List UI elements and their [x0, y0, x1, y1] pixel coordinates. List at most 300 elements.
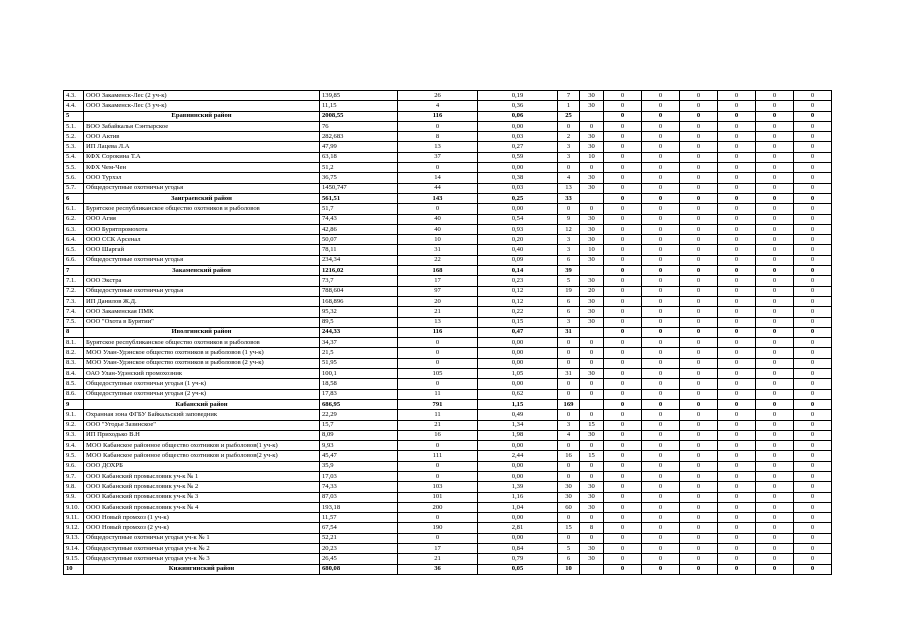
zero-value: 0	[604, 152, 642, 162]
zero-value: 0	[756, 441, 794, 451]
zero-value: 0	[756, 214, 794, 224]
area-value: 45,47	[320, 451, 398, 461]
zero-value: 0	[756, 544, 794, 554]
area-value: 22,29	[320, 410, 398, 420]
area-value: 35,9	[320, 461, 398, 471]
zero-value: 0	[756, 163, 794, 173]
zero-value: 0	[756, 296, 794, 306]
zero-value: 0	[642, 327, 680, 337]
zero-value: 0	[680, 255, 718, 265]
table-row	[64, 338, 832, 348]
zero-value: 0	[680, 235, 718, 245]
zero-value: 0	[680, 266, 718, 276]
quota-value: 2	[558, 132, 580, 142]
table-row	[64, 152, 832, 162]
zero-value: 0	[604, 327, 642, 337]
area-value: 9,93	[320, 441, 398, 451]
count-value: 26	[398, 91, 478, 101]
zero-value: 0	[604, 286, 642, 296]
percent-value: 0	[580, 389, 604, 399]
zero-value: 0	[642, 132, 680, 142]
percent-value	[580, 327, 604, 337]
area-value: 74,43	[320, 214, 398, 224]
zero-value: 0	[794, 101, 832, 111]
area-value: 74,33	[320, 482, 398, 492]
row-number: 9.14.	[64, 544, 84, 554]
count-value: 0	[398, 338, 478, 348]
organization-name: Общедоступные охотничьи угодья (2 уч-к)	[84, 389, 320, 399]
zero-value: 0	[680, 296, 718, 306]
zero-value: 0	[718, 307, 756, 317]
count-value: 17	[398, 544, 478, 554]
zero-value: 0	[718, 91, 756, 101]
zero-value: 0	[642, 266, 680, 276]
zero-value: 0	[604, 533, 642, 543]
count-value: 0	[398, 461, 478, 471]
zero-value: 0	[756, 235, 794, 245]
density-value: 1,04	[478, 502, 558, 512]
row-number: 7.2.	[64, 286, 84, 296]
count-value: 0	[398, 204, 478, 214]
table-row	[64, 410, 832, 420]
count-value: 0	[398, 471, 478, 481]
zero-value: 0	[718, 399, 756, 409]
percent-value: 30	[580, 235, 604, 245]
zero-value: 0	[604, 544, 642, 554]
zero-value: 0	[680, 482, 718, 492]
quota-value: 30	[558, 492, 580, 502]
zero-value: 0	[642, 369, 680, 379]
zero-value: 0	[680, 142, 718, 152]
quota-value: 0	[558, 163, 580, 173]
organization-name: МОО Улан-Удэнское общество охотников и рыболовов (2 уч-к)	[84, 358, 320, 368]
row-number: 9.6.	[64, 461, 84, 471]
district-row	[64, 111, 832, 121]
percent-value: 30	[580, 502, 604, 512]
area-value: 73,7	[320, 276, 398, 286]
zero-value: 0	[718, 533, 756, 543]
area-value: 282,683	[320, 132, 398, 142]
table-row	[64, 296, 832, 306]
zero-value: 0	[794, 266, 832, 276]
zero-value: 0	[794, 348, 832, 358]
row-number: 7	[64, 266, 84, 276]
zero-value: 0	[680, 317, 718, 327]
density-value: 0,00	[478, 348, 558, 358]
organization-name: ООО Кабанский промысловик уч-к № 4	[84, 502, 320, 512]
quota-value: 0	[558, 358, 580, 368]
area-value: 42,86	[320, 224, 398, 234]
area-value: 1450,747	[320, 183, 398, 193]
percent-value: 30	[580, 369, 604, 379]
zero-value: 0	[756, 245, 794, 255]
quota-value: 0	[558, 204, 580, 214]
quota-value: 9	[558, 214, 580, 224]
zero-value: 0	[718, 173, 756, 183]
count-value: 21	[398, 420, 478, 430]
density-value: 0,00	[478, 163, 558, 173]
area-value: 78,11	[320, 245, 398, 255]
zero-value: 0	[756, 369, 794, 379]
zero-value: 0	[756, 193, 794, 203]
zero-value: 0	[756, 173, 794, 183]
quota-value: 5	[558, 276, 580, 286]
zero-value: 0	[756, 389, 794, 399]
zero-value: 0	[680, 276, 718, 286]
zero-value: 0	[604, 163, 642, 173]
organization-name: ООО "Угодье Зазинское"	[84, 420, 320, 430]
row-number: 6.3.	[64, 224, 84, 234]
organization-name: Общедоступные охотничьи угодья уч-к № 2	[84, 544, 320, 554]
count-value: 0	[398, 358, 478, 368]
zero-value: 0	[680, 121, 718, 131]
table-row	[64, 183, 832, 193]
percent-value: 30	[580, 224, 604, 234]
zero-value: 0	[642, 379, 680, 389]
percent-value	[580, 399, 604, 409]
zero-value: 0	[718, 523, 756, 533]
count-value: 168	[398, 266, 478, 276]
organization-name: Кижингинский район	[84, 564, 320, 574]
zero-value: 0	[642, 245, 680, 255]
area-value: 67,54	[320, 523, 398, 533]
count-value: 16	[398, 430, 478, 440]
density-value: 0,23	[478, 276, 558, 286]
percent-value: 0	[580, 461, 604, 471]
table-row	[64, 91, 832, 101]
zero-value: 0	[718, 348, 756, 358]
zero-value: 0	[756, 420, 794, 430]
row-number: 8	[64, 327, 84, 337]
row-number: 6.2.	[64, 214, 84, 224]
area-value: 95,32	[320, 307, 398, 317]
zero-value: 0	[680, 389, 718, 399]
area-value: 51,95	[320, 358, 398, 368]
area-value: 18,58	[320, 379, 398, 389]
zero-value: 0	[680, 513, 718, 523]
density-value: 0,59	[478, 152, 558, 162]
count-value: 791	[398, 399, 478, 409]
zero-value: 0	[794, 430, 832, 440]
zero-value: 0	[642, 420, 680, 430]
organization-name: ИП Приходько В.Н	[84, 430, 320, 440]
zero-value: 0	[680, 430, 718, 440]
zero-value: 0	[680, 152, 718, 162]
density-value: 0,79	[478, 554, 558, 564]
table-row	[64, 430, 832, 440]
zero-value: 0	[756, 461, 794, 471]
zero-value: 0	[680, 369, 718, 379]
count-value: 190	[398, 523, 478, 533]
organization-name: КФХ Сорокина Т.А	[84, 152, 320, 162]
table-row	[64, 132, 832, 142]
density-value: 0,00	[478, 338, 558, 348]
zero-value: 0	[604, 461, 642, 471]
row-number: 8.1.	[64, 338, 84, 348]
density-value: 0,00	[478, 533, 558, 543]
zero-value: 0	[794, 441, 832, 451]
area-value: 51,7	[320, 204, 398, 214]
zero-value: 0	[794, 255, 832, 265]
zero-value: 0	[680, 441, 718, 451]
percent-value: 30	[580, 307, 604, 317]
zero-value: 0	[794, 451, 832, 461]
percent-value	[580, 266, 604, 276]
percent-value: 0	[580, 410, 604, 420]
row-number: 6	[64, 193, 84, 203]
density-value: 0,54	[478, 214, 558, 224]
row-number: 6.6.	[64, 255, 84, 265]
percent-value: 30	[580, 492, 604, 502]
percent-value: 0	[580, 204, 604, 214]
density-value: 0,09	[478, 255, 558, 265]
zero-value: 0	[642, 523, 680, 533]
zero-value: 0	[642, 544, 680, 554]
organization-name: МОО Кабанское районное общество охотников и рыболовов(1 уч-к)	[84, 441, 320, 451]
organization-name: Заиграевский район	[84, 193, 320, 203]
table-row	[64, 379, 832, 389]
row-number: 6.4.	[64, 235, 84, 245]
zero-value: 0	[756, 152, 794, 162]
density-value: 1,05	[478, 369, 558, 379]
area-value: 8,09	[320, 430, 398, 440]
zero-value: 0	[794, 173, 832, 183]
zero-value: 0	[604, 296, 642, 306]
zero-value: 0	[642, 461, 680, 471]
zero-value: 0	[718, 276, 756, 286]
table-body	[64, 91, 832, 575]
zero-value: 0	[642, 193, 680, 203]
table-row	[64, 235, 832, 245]
count-value: 13	[398, 142, 478, 152]
zero-value: 0	[794, 235, 832, 245]
zero-value: 0	[642, 255, 680, 265]
quota-value: 169	[558, 399, 580, 409]
zero-value: 0	[794, 152, 832, 162]
row-number: 9.15.	[64, 554, 84, 564]
zero-value: 0	[718, 142, 756, 152]
row-number: 9.4.	[64, 441, 84, 451]
table-row	[64, 307, 832, 317]
zero-value: 0	[794, 317, 832, 327]
organization-name: ОАО Улан-Удэнский промохозник	[84, 369, 320, 379]
zero-value: 0	[642, 142, 680, 152]
row-number: 9.10.	[64, 502, 84, 512]
zero-value: 0	[794, 204, 832, 214]
zero-value: 0	[642, 101, 680, 111]
zero-value: 0	[642, 224, 680, 234]
zero-value: 0	[604, 358, 642, 368]
area-value: 100,1	[320, 369, 398, 379]
zero-value: 0	[718, 451, 756, 461]
zero-value: 0	[604, 338, 642, 348]
area-value: 139,85	[320, 91, 398, 101]
percent-value: 30	[580, 173, 604, 183]
zero-value: 0	[604, 214, 642, 224]
zero-value: 0	[718, 502, 756, 512]
organization-name: ООО Закаменская ПМК	[84, 307, 320, 317]
zero-value: 0	[642, 441, 680, 451]
zero-value: 0	[642, 410, 680, 420]
district-row	[64, 564, 832, 574]
zero-value: 0	[680, 224, 718, 234]
zero-value: 0	[718, 554, 756, 564]
zero-value: 0	[642, 348, 680, 358]
zero-value: 0	[718, 513, 756, 523]
table-row	[64, 523, 832, 533]
zero-value: 0	[794, 327, 832, 337]
zero-value: 0	[756, 142, 794, 152]
organization-name: ООО Турхэл	[84, 173, 320, 183]
count-value: 17	[398, 276, 478, 286]
density-value: 2,81	[478, 523, 558, 533]
table-row	[64, 471, 832, 481]
quota-value: 0	[558, 348, 580, 358]
quota-value: 60	[558, 502, 580, 512]
zero-value: 0	[680, 399, 718, 409]
organization-name: ООО Кабанский промысловик уч-к № 2	[84, 482, 320, 492]
zero-value: 0	[756, 430, 794, 440]
zero-value: 0	[718, 193, 756, 203]
zero-value: 0	[642, 152, 680, 162]
row-number: 9.1.	[64, 410, 84, 420]
count-value: 8	[398, 132, 478, 142]
count-value: 21	[398, 307, 478, 317]
table-row	[64, 544, 832, 554]
density-value: 0,00	[478, 461, 558, 471]
zero-value: 0	[642, 482, 680, 492]
zero-value: 0	[718, 482, 756, 492]
percent-value: 30	[580, 132, 604, 142]
row-number: 6.1.	[64, 204, 84, 214]
count-value: 111	[398, 451, 478, 461]
zero-value: 0	[718, 410, 756, 420]
organization-name: Бурятское республиканское общество охотников и рыболовов	[84, 338, 320, 348]
percent-value: 30	[580, 214, 604, 224]
zero-value: 0	[718, 317, 756, 327]
percent-value: 0	[580, 121, 604, 131]
table-row	[64, 214, 832, 224]
zero-value: 0	[718, 266, 756, 276]
zero-value: 0	[642, 183, 680, 193]
zero-value: 0	[718, 492, 756, 502]
organization-name: ИП Данилов Ж.Д.	[84, 296, 320, 306]
count-value: 40	[398, 214, 478, 224]
density-value: 0,00	[478, 513, 558, 523]
quota-value: 0	[558, 379, 580, 389]
quota-value: 1	[558, 101, 580, 111]
zero-value: 0	[718, 564, 756, 574]
organization-name: ООО ССК Арсенал	[84, 235, 320, 245]
zero-value: 0	[756, 564, 794, 574]
table-row	[64, 224, 832, 234]
row-number: 7.4.	[64, 307, 84, 317]
zero-value: 0	[604, 389, 642, 399]
percent-value: 0	[580, 348, 604, 358]
organization-name: КФХ Чем-Чен	[84, 163, 320, 173]
zero-value: 0	[680, 286, 718, 296]
zero-value: 0	[680, 554, 718, 564]
zero-value: 0	[794, 224, 832, 234]
hunting-grounds-table	[63, 90, 831, 575]
percent-value: 30	[580, 101, 604, 111]
district-row	[64, 327, 832, 337]
row-number: 5.7.	[64, 183, 84, 193]
quota-value: 3	[558, 152, 580, 162]
zero-value: 0	[756, 348, 794, 358]
table-row	[64, 204, 832, 214]
zero-value: 0	[718, 296, 756, 306]
zero-value: 0	[718, 461, 756, 471]
count-value: 37	[398, 152, 478, 162]
zero-value: 0	[756, 255, 794, 265]
zero-value: 0	[642, 554, 680, 564]
count-value: 40	[398, 224, 478, 234]
table-row	[64, 348, 832, 358]
area-value: 561,51	[320, 193, 398, 203]
zero-value: 0	[642, 430, 680, 440]
organization-name: Бурятское республиканское общество охотников и рыболовов	[84, 204, 320, 214]
zero-value: 0	[756, 91, 794, 101]
zero-value: 0	[718, 471, 756, 481]
zero-value: 0	[718, 379, 756, 389]
area-value: 193,18	[320, 502, 398, 512]
quota-value: 31	[558, 327, 580, 337]
zero-value: 0	[642, 204, 680, 214]
count-value: 20	[398, 296, 478, 306]
zero-value: 0	[642, 513, 680, 523]
row-number: 8.3.	[64, 358, 84, 368]
zero-value: 0	[680, 245, 718, 255]
zero-value: 0	[794, 142, 832, 152]
density-value: 0,06	[478, 111, 558, 121]
zero-value: 0	[604, 224, 642, 234]
organization-name: ООО Закаменск-Лес (2 уч-к)	[84, 91, 320, 101]
zero-value: 0	[680, 471, 718, 481]
zero-value: 0	[718, 224, 756, 234]
zero-value: 0	[794, 513, 832, 523]
density-value: 0,20	[478, 235, 558, 245]
zero-value: 0	[604, 554, 642, 564]
row-number: 7.3.	[64, 296, 84, 306]
zero-value: 0	[604, 121, 642, 131]
table-row	[64, 533, 832, 543]
density-value: 0,40	[478, 245, 558, 255]
zero-value: 0	[718, 235, 756, 245]
table-row	[64, 482, 832, 492]
quota-value: 3	[558, 142, 580, 152]
density-value: 0,00	[478, 204, 558, 214]
zero-value: 0	[756, 338, 794, 348]
count-value: 105	[398, 369, 478, 379]
percent-value: 30	[580, 317, 604, 327]
quota-value: 0	[558, 441, 580, 451]
count-value: 21	[398, 554, 478, 564]
zero-value: 0	[718, 214, 756, 224]
zero-value: 0	[794, 399, 832, 409]
table-row	[64, 255, 832, 265]
zero-value: 0	[604, 91, 642, 101]
zero-value: 0	[604, 564, 642, 574]
density-value: 1,15	[478, 399, 558, 409]
quota-value: 15	[558, 523, 580, 533]
zero-value: 0	[756, 286, 794, 296]
zero-value: 0	[718, 101, 756, 111]
zero-value: 0	[604, 471, 642, 481]
zero-value: 0	[794, 132, 832, 142]
zero-value: 0	[604, 173, 642, 183]
zero-value: 0	[680, 338, 718, 348]
